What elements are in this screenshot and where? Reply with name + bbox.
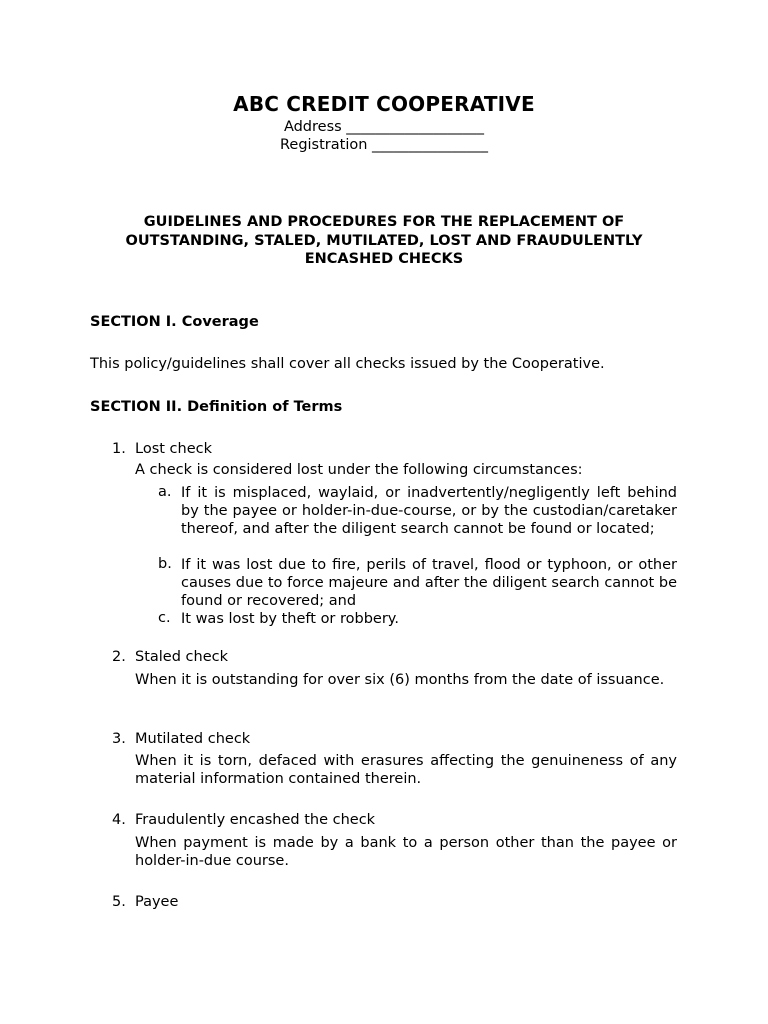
subitem-letter: c. — [158, 610, 171, 626]
fraudulently-encashed-definition: When payment is made by a bank to a person other than the payee or holder-in-due course. — [135, 835, 677, 870]
term-staled-check: Staled check — [135, 649, 228, 665]
staled-check-definition: When it is outstanding for over six (6) months from the date of issuance. — [135, 672, 665, 688]
term-payee: Payee — [135, 894, 179, 910]
document-title — [100, 213, 668, 269]
subitem-text: It was lost by theft or robbery. — [181, 611, 399, 627]
section-heading-coverage: SECTION I. Coverage — [90, 314, 259, 330]
term-fraudulently-encashed: Fraudulently encashed the check — [135, 812, 376, 828]
lost-check-intro: A check is considered lost under the following circumstances: — [135, 462, 583, 478]
organization-name: ABC CREDIT COOPERATIVE — [233, 92, 535, 116]
list-item-number: 2. — [112, 649, 126, 665]
document-title-line: ENCASHED CHECKS — [304, 251, 464, 267]
list-item-number: 5. — [112, 894, 126, 910]
list-item-number: 4. — [112, 812, 126, 828]
coverage-paragraph: This policy/guidelines shall cover all checks issued by the Cooperative. — [90, 356, 605, 372]
subitem-text: If it was lost due to fire, perils of travel, flood or typhoon, or other causes due to force majeure and after the diligent search cannot be found or recovered; and — [181, 557, 677, 610]
subitem-letter: a. — [158, 484, 172, 500]
term-mutilated-check: Mutilated check — [135, 731, 251, 747]
term-lost-check: Lost check — [135, 441, 212, 457]
registration-line: Registration ________________ — [279, 137, 489, 153]
list-item-number: 1. — [112, 441, 126, 457]
subitem-text: If it is misplaced, waylaid, or inadvertently/negligently left behind by the payee or holder-in-due-course, or by the custodian/caretaker thereof, and after the diligent search cannot be found or located; — [181, 485, 677, 538]
mutilated-check-definition: When it is torn, defaced with erasures affecting the genuineness of any material information contained therein. — [135, 753, 677, 788]
subitem-letter: b. — [158, 556, 172, 572]
document-title-line: GUIDELINES AND PROCEDURES FOR THE REPLACEMENT OF — [143, 214, 625, 230]
list-item-number: 3. — [112, 731, 126, 747]
section-heading-definitions: SECTION II. Definition of Terms — [90, 399, 343, 415]
address-line: Address ___________________ — [283, 119, 485, 135]
document-title-line: OUTSTANDING, STALED, MUTILATED, LOST AND FRAUDULENTLY — [125, 232, 643, 249]
